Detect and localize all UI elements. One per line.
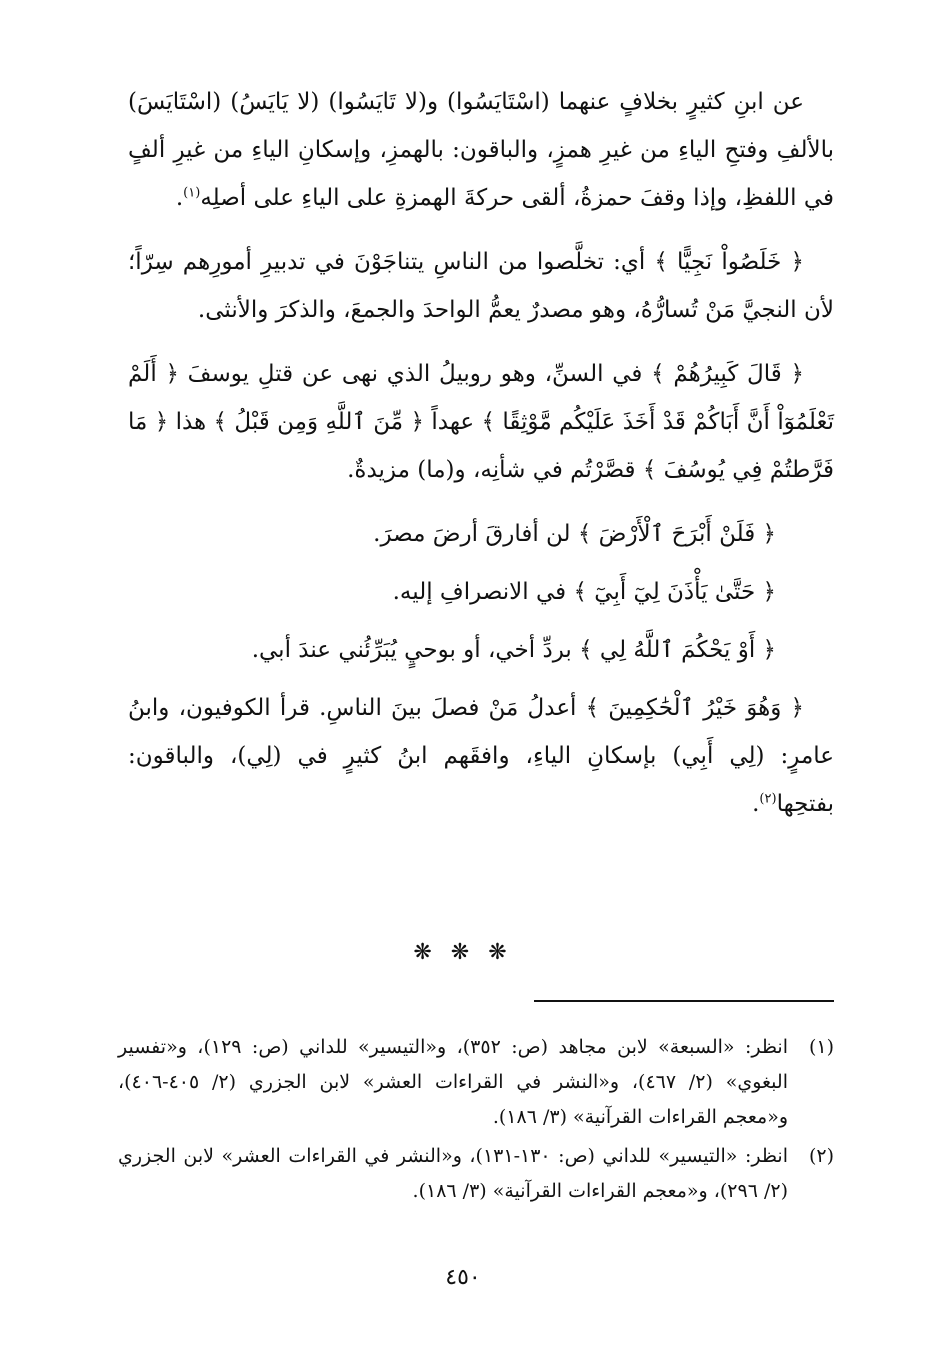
paragraph-1 — [128, 78, 834, 222]
paragraph-1-tail: . — [175, 185, 184, 211]
paragraph-7-tail: . — [752, 791, 760, 817]
footnote-1 — [118, 1030, 834, 1135]
paragraph-2: ﴿ خَلَصُواْ نَجِيًّا ﴾ أي: تخلَّصوا من الناسِ يتناجَوْنَ في تدبيرِ أمورِهم سِرّاً؛ لأن النجيَّ مَنْ تُسارُّهُ، وهو مصدرٌ يعمُّ الواحدَ والجمعَ، والذكرَ والأنثى. — [128, 249, 834, 323]
footnotes — [118, 1030, 834, 1213]
section-separator-stars: ❋ ❋ ❋ — [413, 940, 513, 965]
paragraph-3: ﴿ قَالَ كَبِيرُهُمْ ﴾ في السنِّ، وهو روبيلُ الذي نهى عن قتلِ يوسفَ ﴿ أَلَمْ تَعْلَمُوٓاْ أَنَّ أَبَاكُمْ قَدْ أَخَذَ عَلَيْكُم مَّوْثِقًا ﴾ عهداً ﴿ مِّنَ ٱللَّهِ وَمِن قَبْلُ ﴾ هذا ﴿ مَا فَرَّطتُمْ فِي يُوسُفَ ﴾ قصَّرْتُم في شأنِه، و(ما) مزيدةٌ. — [128, 361, 834, 483]
footnote-text: انظر: «السبعة» لابن مجاهد (ص: ٣٥٢)، و«التيسير» للداني (ص: ١٢٩)، و«تفسير البغوي» (٢/ ٤٦٧)، و«النشر في القراءات العشر» لابن الجزري (٢/ ٤٠٥-٤٠٦)، و«معجم القراءات القرآنية» (٣/ ١٨٦). — [118, 1036, 788, 1128]
paragraph-4: ﴿ فَلَنْ أَبْرَحَ ٱلْأَرْضَ ﴾ لن أفارقَ أرضَ مصرَ. — [373, 521, 776, 547]
paragraph-6: ﴿ أَوْ يَحْكُمَ ٱللَّهُ لِي ﴾ بردِّ أخي، أو بوحيٍ يُبَرِّئُني عندَ أبي. — [251, 637, 776, 663]
footnote-separator-line — [534, 1000, 834, 1002]
footnote-text: انظر: «التيسير» للداني (ص: ١٣٠-١٣١)، و«النشر في القراءات العشر» لابن الجزري (٢/ ٢٩٦)، و«معجم القراءات القرآنية» (٣/ ١٨٦). — [118, 1145, 788, 1202]
footnote-ref-2: (٢) — [759, 791, 777, 807]
footnote-number: (١) — [808, 1036, 834, 1058]
footnote-2 — [118, 1139, 834, 1209]
paragraph-7-text: ﴿ وَهُوَ خَيْرُ ٱلْحَٰكِمِينَ ﴾ أعدلُ مَنْ فصلَ بينَ الناسِ. قرأ الكوفيون، وابنُ عامرٍ: (لِي أَبِي) بإسكانِ الياءِ، وافقَهم ابنُ كثيرٍ في (لِي)، والباقون: بفتحِها — [128, 695, 834, 817]
main-text — [128, 78, 834, 844]
footnote-number: (٢) — [808, 1145, 834, 1167]
paragraph-5: ﴿ حَتَّىٰ يَأْذَنَ لِيٓ أَبِيٓ ﴾ في الانصرافِ إليه. — [392, 579, 776, 605]
page-number: ٤٥٠ — [445, 1265, 481, 1290]
paragraph-7 — [128, 684, 834, 828]
paragraph-1-text: عن ابنِ كثيرٍ بخلافٍ عنهما (اسْتَايَسُوا) و(لا تَايَسُوا) (لا يَايَسُ) (اسْتَايَسَ) بالألفِ وفتحِ الياءِ من غيرِ همزٍ، والباقون: بالهمزِ، وإسكانِ الياءِ من غيرِ ألفٍ في اللفظِ، وإذا وقفَ حمزةُ، ألقى حركةَ الهمزةِ على الياءِ على أصلِه — [128, 89, 834, 211]
footnote-ref-1: (١) — [183, 185, 201, 201]
